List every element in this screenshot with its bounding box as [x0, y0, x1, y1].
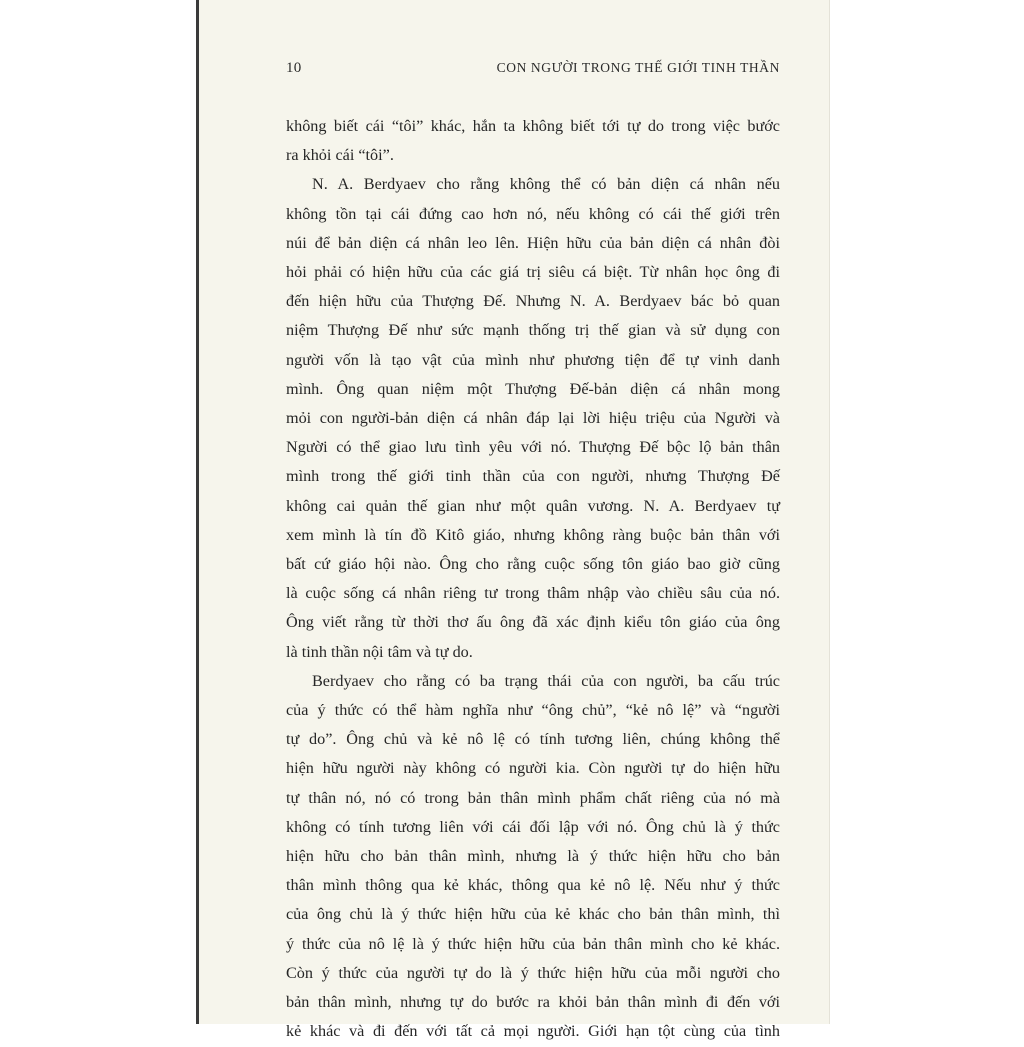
body-text: [286, 112, 780, 1047]
text-line: bản thân mình, nhưng tự do bước ra khỏi bản thân mình đi đến với: [286, 993, 780, 1012]
text-line: không cai quản thế gian như một quân vương. N. A. Berdyaev tự: [286, 496, 780, 515]
text-line: không biết cái “tôi” khác, hắn ta không biết tới tự do trong việc bước: [286, 117, 780, 135]
text-line: núi để bản diện cá nhân leo lên. Hiện hữu của bản diện cá nhân đòi: [286, 233, 780, 252]
text-line: N. A. Berdyaev cho rằng không thể có bản diện cá nhân nếu: [312, 175, 780, 194]
text-line: không có tính tương liên với cái đối lập với nó. Ông chủ là ý thức: [286, 817, 780, 836]
text-line: của ông chủ là ý thức hiện hữu của kẻ khác cho bản thân mình, thì: [286, 905, 780, 924]
text-line: không tồn tại cái đứng cao hơn nó, nếu không có cái thế giới trên: [286, 204, 780, 223]
text-line: bất cứ giáo hội nào. Ông cho rằng cuộc sống tôn giáo bao giờ cũng: [286, 555, 780, 574]
text-line: ra khỏi cái “tôi”.: [286, 146, 394, 165]
text-line: là tinh thần nội tâm và tự do.: [286, 642, 473, 661]
page-number: 10: [286, 60, 302, 76]
text-line: người vốn là tạo vật của mình như phương tiện để tự vinh danh: [286, 350, 780, 369]
text-line: mỏi con người-bản diện cá nhân đáp lại lời hiệu triệu của Người và: [286, 409, 780, 428]
text-line: của ý thức có thể hàm nghĩa như “ông chủ”, “kẻ nô lệ” và “người: [286, 701, 780, 720]
text-line: xem mình là tín đồ Kitô giáo, nhưng không ràng buộc bản thân với: [286, 525, 780, 544]
text-line: đến hiện hữu của Thượng Đế. Nhưng N. A. Berdyaev bác bỏ quan: [286, 292, 780, 311]
text-line: mình. Ông quan niệm một Thượng Đế-bản diện cá nhân mong: [286, 379, 780, 398]
text-line: mình trong thế giới tinh thần của con người, nhưng Thượng Đế: [286, 467, 780, 486]
text-line: Người có thể giao lưu tình yêu với nó. Thượng Đế bộc lộ bản thân: [286, 438, 780, 457]
text-line: Còn ý thức của người tự do là ý thức hiện hữu của mỗi người cho: [286, 963, 780, 982]
text-line: Berdyaev cho rằng có ba trạng thái của con người, ba cấu trúc: [312, 671, 780, 690]
text-line: niệm Thượng Đế như sức mạnh thống trị thế gian và sử dụng con: [286, 321, 780, 340]
text-line: hiện hữu cho bản thân mình, nhưng là ý thức hiện hữu cho bản: [286, 847, 780, 866]
text-line: thân mình thông qua kẻ khác, thông qua kẻ nô lệ. Nếu như ý thức: [286, 876, 780, 895]
text-line: Ông viết rằng từ thời thơ ấu ông đã xác định kiểu tôn giáo của ông: [286, 613, 780, 632]
text-line: hiện hữu người này không có người kia. Còn người tự do hiện hữu: [286, 759, 780, 778]
page-header: [286, 60, 780, 84]
text-line: tự do”. Ông chủ và kẻ nô lệ có tính tương liên, chúng không thể: [286, 730, 780, 749]
text-line: hỏi phải có hiện hữu của các giá trị siêu cá biệt. Từ nhân học ông đi: [286, 263, 780, 282]
page-edge-shadow: [196, 0, 199, 1024]
running-title: CON NGƯỜI TRONG THẾ GIỚI TINH THẦN: [496, 60, 780, 75]
text-line: là cuộc sống cá nhân riêng tư trong thâm nhập vào chiều sâu của nó.: [286, 584, 780, 603]
text-line: kẻ khác và đi đến với tất cả mọi người. Giới hạn tột cùng của tình: [286, 1022, 780, 1041]
text-line: tự thân nó, nó có trong bản thân mình phẩm chất riêng của nó mà: [286, 788, 780, 807]
text-line: ý thức của nô lệ là ý thức hiện hữu của bản thân mình cho kẻ khác.: [286, 934, 780, 953]
